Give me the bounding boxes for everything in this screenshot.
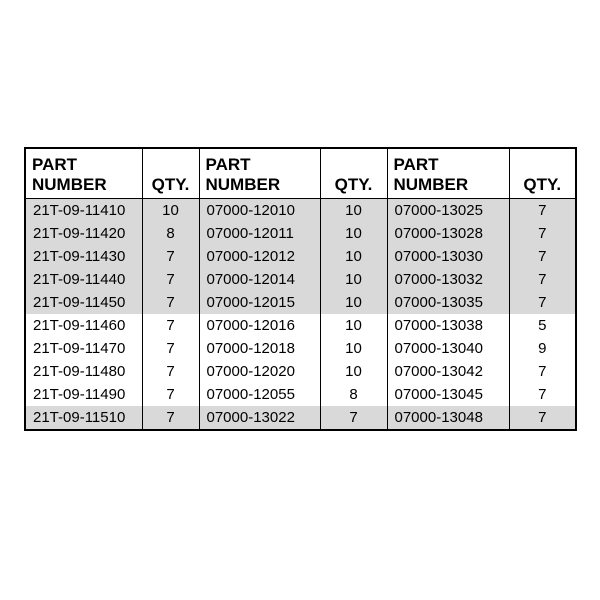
header-line2: QTY.: [523, 175, 562, 194]
table-row: [25, 222, 576, 245]
part-number-cell: 07000-12014: [199, 268, 320, 291]
table-row: [25, 268, 576, 291]
part-number-cell: 21T-09-11490: [25, 383, 142, 406]
qty-cell: 7: [320, 406, 387, 430]
part-number-cell: 07000-12020: [199, 360, 320, 383]
qty-cell: 7: [142, 291, 199, 314]
qty-cell: 10: [320, 360, 387, 383]
header-row: [25, 148, 576, 199]
col-header-qty-2: [320, 148, 387, 199]
table-row: [25, 360, 576, 383]
part-number-cell: 07000-13028: [387, 222, 509, 245]
qty-cell: 7: [509, 406, 576, 430]
part-number-cell: 07000-13042: [387, 360, 509, 383]
qty-cell: 7: [142, 337, 199, 360]
part-number-cell: 07000-13048: [387, 406, 509, 430]
table-row: [25, 406, 576, 430]
part-number-cell: 07000-13038: [387, 314, 509, 337]
col-header-qty-3: [509, 148, 576, 199]
part-number-cell: 21T-09-11430: [25, 245, 142, 268]
qty-cell: 7: [142, 268, 199, 291]
part-number-cell: 07000-13022: [199, 406, 320, 430]
part-number-cell: 07000-12010: [199, 199, 320, 223]
qty-cell: 8: [142, 222, 199, 245]
table-row: [25, 291, 576, 314]
qty-cell: 10: [320, 337, 387, 360]
part-number-cell: 21T-09-11470: [25, 337, 142, 360]
qty-cell: 9: [509, 337, 576, 360]
qty-cell: 10: [320, 199, 387, 223]
table-row: [25, 314, 576, 337]
part-number-cell: 07000-12011: [199, 222, 320, 245]
table-row: [25, 337, 576, 360]
part-number-cell: 07000-13030: [387, 245, 509, 268]
qty-cell: 7: [509, 268, 576, 291]
qty-cell: 7: [509, 383, 576, 406]
qty-cell: 7: [142, 314, 199, 337]
header-line2: NUMBER: [32, 175, 107, 194]
qty-cell: 7: [142, 406, 199, 430]
qty-cell: 10: [320, 268, 387, 291]
qty-cell: 7: [142, 383, 199, 406]
header-line2: NUMBER: [393, 175, 469, 194]
part-number-cell: 21T-09-11440: [25, 268, 142, 291]
col-header-part-number-1: [25, 148, 142, 199]
part-number-cell: 21T-09-11450: [25, 291, 142, 314]
qty-cell: 5: [509, 314, 576, 337]
part-number-cell: 07000-12016: [199, 314, 320, 337]
qty-cell: 7: [509, 245, 576, 268]
parts-table: [24, 147, 577, 431]
part-number-cell: 07000-13025: [387, 199, 509, 223]
part-number-cell: 21T-09-11420: [25, 222, 142, 245]
col-header-part-number-3: [387, 148, 509, 199]
qty-cell: 10: [320, 291, 387, 314]
part-number-cell: 07000-13032: [387, 268, 509, 291]
qty-cell: 7: [142, 360, 199, 383]
part-number-cell: 07000-12055: [199, 383, 320, 406]
qty-cell: 7: [509, 199, 576, 223]
parts-table-body: [25, 199, 576, 431]
part-number-cell: 07000-13035: [387, 291, 509, 314]
table-row: [25, 199, 576, 223]
part-number-cell: 21T-09-11460: [25, 314, 142, 337]
qty-cell: 7: [509, 360, 576, 383]
header-line2: QTY.: [334, 175, 373, 194]
qty-cell: 10: [320, 222, 387, 245]
part-number-cell: 07000-13040: [387, 337, 509, 360]
qty-cell: 7: [509, 222, 576, 245]
qty-cell: 10: [142, 199, 199, 223]
header-line1: PART: [32, 155, 78, 174]
part-number-cell: 21T-09-11410: [25, 199, 142, 223]
qty-cell: 10: [320, 314, 387, 337]
part-number-cell: 07000-12012: [199, 245, 320, 268]
part-number-cell: 07000-13045: [387, 383, 509, 406]
qty-cell: 8: [320, 383, 387, 406]
col-header-qty-1: [142, 148, 199, 199]
qty-cell: 7: [509, 291, 576, 314]
header-line1: PART: [393, 155, 439, 174]
table-row: [25, 383, 576, 406]
part-number-cell: 21T-09-11480: [25, 360, 142, 383]
header-line2: QTY.: [151, 175, 190, 194]
qty-cell: 10: [320, 245, 387, 268]
col-header-part-number-2: [199, 148, 320, 199]
qty-cell: 7: [142, 245, 199, 268]
header-line2: NUMBER: [205, 175, 281, 194]
header-line1: PART: [205, 155, 251, 174]
part-number-cell: 21T-09-11510: [25, 406, 142, 430]
table-row: [25, 245, 576, 268]
part-number-cell: 07000-12015: [199, 291, 320, 314]
part-number-cell: 07000-12018: [199, 337, 320, 360]
